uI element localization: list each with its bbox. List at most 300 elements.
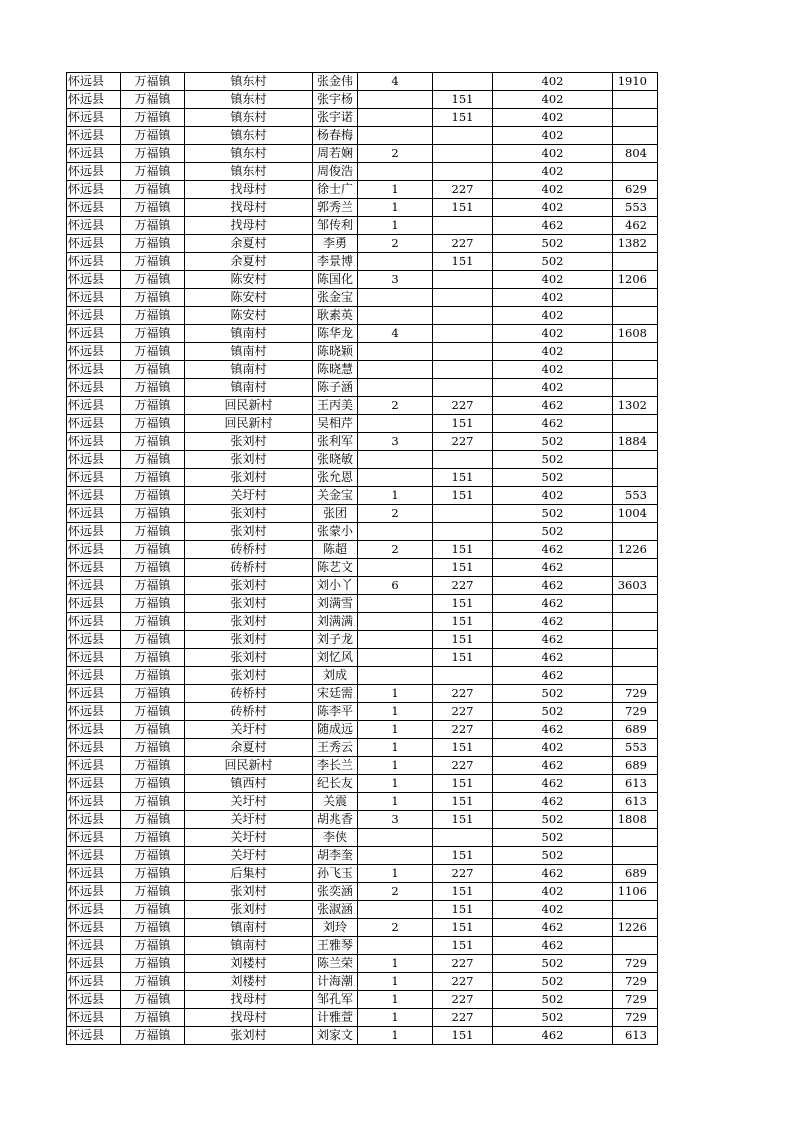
cell-county: 怀远县 — [67, 127, 121, 145]
cell-total: 613 — [613, 1027, 658, 1045]
cell-town: 万福镇 — [121, 307, 185, 325]
cell-town: 万福镇 — [121, 631, 185, 649]
cell-count — [358, 937, 433, 955]
table-row — [67, 163, 658, 181]
cell-total: 1608 — [613, 325, 658, 343]
cell-total — [613, 127, 658, 145]
table-row — [67, 703, 658, 721]
cell-a: 227 — [433, 703, 493, 721]
cell-county: 怀远县 — [67, 775, 121, 793]
cell-village: 陈安村 — [185, 289, 313, 307]
cell-name: 周若娴 — [313, 145, 358, 163]
cell-name: 张晓敏 — [313, 451, 358, 469]
cell-b: 502 — [493, 991, 613, 1009]
cell-count: 1 — [358, 757, 433, 775]
cell-total: 553 — [613, 739, 658, 757]
cell-a: 151 — [433, 775, 493, 793]
cell-town: 万福镇 — [121, 127, 185, 145]
cell-count: 1 — [358, 739, 433, 757]
cell-name: 张淑涵 — [313, 901, 358, 919]
cell-village: 张刘村 — [185, 595, 313, 613]
cell-total — [613, 379, 658, 397]
cell-count: 3 — [358, 271, 433, 289]
cell-b: 402 — [493, 73, 613, 91]
cell-total — [613, 937, 658, 955]
cell-village: 镇东村 — [185, 145, 313, 163]
cell-village: 关圩村 — [185, 721, 313, 739]
cell-county: 怀远县 — [67, 235, 121, 253]
cell-b: 502 — [493, 505, 613, 523]
cell-a — [433, 307, 493, 325]
cell-name: 张金宝 — [313, 289, 358, 307]
cell-county: 怀远县 — [67, 865, 121, 883]
cell-total: 729 — [613, 955, 658, 973]
cell-town: 万福镇 — [121, 865, 185, 883]
cell-total — [613, 469, 658, 487]
cell-county: 怀远县 — [67, 685, 121, 703]
cell-b: 462 — [493, 397, 613, 415]
cell-county: 怀远县 — [67, 595, 121, 613]
cell-total: 1884 — [613, 433, 658, 451]
cell-b: 502 — [493, 433, 613, 451]
cell-village: 余夏村 — [185, 235, 313, 253]
cell-a: 151 — [433, 595, 493, 613]
cell-total: 1106 — [613, 883, 658, 901]
cell-town: 万福镇 — [121, 451, 185, 469]
cell-total: 689 — [613, 721, 658, 739]
cell-town: 万福镇 — [121, 325, 185, 343]
cell-a: 151 — [433, 919, 493, 937]
cell-county: 怀远县 — [67, 739, 121, 757]
cell-village: 刘楼村 — [185, 973, 313, 991]
table-row — [67, 577, 658, 595]
table-row — [67, 199, 658, 217]
cell-a: 227 — [433, 685, 493, 703]
cell-total: 689 — [613, 757, 658, 775]
cell-total: 729 — [613, 991, 658, 1009]
data-table — [66, 72, 658, 1045]
cell-county: 怀远县 — [67, 397, 121, 415]
table-body — [67, 73, 658, 1045]
cell-village: 陈安村 — [185, 307, 313, 325]
cell-town: 万福镇 — [121, 775, 185, 793]
cell-town: 万福镇 — [121, 199, 185, 217]
table-row — [67, 991, 658, 1009]
cell-town: 万福镇 — [121, 181, 185, 199]
cell-a — [433, 217, 493, 235]
cell-name: 关金宝 — [313, 487, 358, 505]
cell-count: 2 — [358, 145, 433, 163]
cell-count — [358, 91, 433, 109]
cell-name: 李侠 — [313, 829, 358, 847]
table-row — [67, 847, 658, 865]
cell-town: 万福镇 — [121, 469, 185, 487]
cell-count: 1 — [358, 217, 433, 235]
cell-village: 砖桥村 — [185, 541, 313, 559]
cell-county: 怀远县 — [67, 973, 121, 991]
cell-a: 227 — [433, 235, 493, 253]
cell-village: 砖桥村 — [185, 559, 313, 577]
cell-county: 怀远县 — [67, 307, 121, 325]
cell-town: 万福镇 — [121, 343, 185, 361]
cell-town: 万福镇 — [121, 253, 185, 271]
cell-county: 怀远县 — [67, 829, 121, 847]
cell-count — [358, 631, 433, 649]
cell-a: 151 — [433, 199, 493, 217]
cell-county: 怀远县 — [67, 847, 121, 865]
cell-village: 张刘村 — [185, 631, 313, 649]
cell-a: 227 — [433, 721, 493, 739]
cell-a: 151 — [433, 487, 493, 505]
cell-county: 怀远县 — [67, 451, 121, 469]
table-row — [67, 253, 658, 271]
cell-a: 151 — [433, 847, 493, 865]
cell-total — [613, 631, 658, 649]
table-row — [67, 901, 658, 919]
cell-b: 462 — [493, 1027, 613, 1045]
cell-a: 227 — [433, 433, 493, 451]
table-row — [67, 595, 658, 613]
cell-name: 张团 — [313, 505, 358, 523]
cell-b: 502 — [493, 703, 613, 721]
cell-village: 后集村 — [185, 865, 313, 883]
cell-name: 吴相芹 — [313, 415, 358, 433]
cell-town: 万福镇 — [121, 109, 185, 127]
cell-town: 万福镇 — [121, 379, 185, 397]
cell-a: 227 — [433, 577, 493, 595]
cell-town: 万福镇 — [121, 145, 185, 163]
cell-b: 502 — [493, 685, 613, 703]
cell-name: 张允恩 — [313, 469, 358, 487]
cell-total: 553 — [613, 487, 658, 505]
cell-county: 怀远县 — [67, 253, 121, 271]
cell-town: 万福镇 — [121, 955, 185, 973]
cell-village: 张刘村 — [185, 451, 313, 469]
cell-a: 227 — [433, 1009, 493, 1027]
cell-village: 张刘村 — [185, 649, 313, 667]
cell-b: 402 — [493, 145, 613, 163]
cell-a: 227 — [433, 181, 493, 199]
table-row — [67, 397, 658, 415]
cell-count: 1 — [358, 1027, 433, 1045]
cell-county: 怀远县 — [67, 541, 121, 559]
cell-town: 万福镇 — [121, 937, 185, 955]
cell-town: 万福镇 — [121, 217, 185, 235]
cell-town: 万福镇 — [121, 559, 185, 577]
table-row — [67, 325, 658, 343]
cell-b: 402 — [493, 271, 613, 289]
cell-town: 万福镇 — [121, 613, 185, 631]
cell-town: 万福镇 — [121, 721, 185, 739]
cell-village: 张刘村 — [185, 1027, 313, 1045]
cell-count — [358, 343, 433, 361]
cell-a: 151 — [433, 469, 493, 487]
cell-b: 462 — [493, 541, 613, 559]
cell-total — [613, 613, 658, 631]
cell-village: 镇南村 — [185, 325, 313, 343]
cell-county: 怀远县 — [67, 145, 121, 163]
cell-town: 万福镇 — [121, 703, 185, 721]
table-row — [67, 541, 658, 559]
table-row — [67, 379, 658, 397]
cell-b: 502 — [493, 1009, 613, 1027]
cell-town: 万福镇 — [121, 523, 185, 541]
table-row — [67, 721, 658, 739]
cell-village: 砖桥村 — [185, 685, 313, 703]
cell-total — [613, 109, 658, 127]
cell-name: 杨春梅 — [313, 127, 358, 145]
cell-count — [358, 415, 433, 433]
cell-village: 张刘村 — [185, 505, 313, 523]
cell-total: 629 — [613, 181, 658, 199]
cell-count: 2 — [358, 919, 433, 937]
cell-count — [358, 253, 433, 271]
cell-county: 怀远县 — [67, 883, 121, 901]
table-row — [67, 181, 658, 199]
cell-b: 462 — [493, 865, 613, 883]
cell-town: 万福镇 — [121, 235, 185, 253]
cell-name: 刘家文 — [313, 1027, 358, 1045]
cell-name: 刘小丫 — [313, 577, 358, 595]
cell-total: 729 — [613, 973, 658, 991]
cell-total — [613, 253, 658, 271]
table-row — [67, 685, 658, 703]
cell-county: 怀远县 — [67, 343, 121, 361]
cell-town: 万福镇 — [121, 667, 185, 685]
cell-total — [613, 595, 658, 613]
cell-town: 万福镇 — [121, 487, 185, 505]
cell-name: 陈晓慧 — [313, 361, 358, 379]
cell-total — [613, 847, 658, 865]
cell-name: 李长兰 — [313, 757, 358, 775]
table-row — [67, 271, 658, 289]
cell-village: 关圩村 — [185, 793, 313, 811]
cell-count: 2 — [358, 235, 433, 253]
table-row — [67, 811, 658, 829]
cell-name: 张奕涵 — [313, 883, 358, 901]
cell-village: 关圩村 — [185, 811, 313, 829]
cell-a — [433, 271, 493, 289]
cell-a — [433, 325, 493, 343]
cell-a: 151 — [433, 253, 493, 271]
cell-village: 张刘村 — [185, 433, 313, 451]
cell-b: 462 — [493, 559, 613, 577]
cell-village: 镇东村 — [185, 127, 313, 145]
cell-a: 227 — [433, 991, 493, 1009]
cell-name: 随成远 — [313, 721, 358, 739]
cell-village: 镇南村 — [185, 343, 313, 361]
cell-count: 1 — [358, 703, 433, 721]
cell-a: 151 — [433, 613, 493, 631]
cell-b: 402 — [493, 883, 613, 901]
cell-a — [433, 667, 493, 685]
cell-village: 余夏村 — [185, 253, 313, 271]
table-row — [67, 559, 658, 577]
cell-b: 502 — [493, 469, 613, 487]
cell-village: 关圩村 — [185, 829, 313, 847]
cell-town: 万福镇 — [121, 505, 185, 523]
cell-village: 找母村 — [185, 199, 313, 217]
cell-village: 张刘村 — [185, 883, 313, 901]
cell-total: 1226 — [613, 541, 658, 559]
cell-name: 张宇杨 — [313, 91, 358, 109]
cell-town: 万福镇 — [121, 847, 185, 865]
cell-town: 万福镇 — [121, 541, 185, 559]
cell-total — [613, 523, 658, 541]
cell-count: 2 — [358, 541, 433, 559]
cell-village: 找母村 — [185, 1009, 313, 1027]
table-row — [67, 235, 658, 253]
cell-count: 1 — [358, 685, 433, 703]
cell-total: 729 — [613, 685, 658, 703]
cell-a: 151 — [433, 739, 493, 757]
cell-a — [433, 451, 493, 469]
table-row — [67, 739, 658, 757]
cell-county: 怀远县 — [67, 721, 121, 739]
table-row — [67, 487, 658, 505]
cell-b: 402 — [493, 289, 613, 307]
table-row — [67, 883, 658, 901]
cell-name: 刘子龙 — [313, 631, 358, 649]
cell-name: 陈超 — [313, 541, 358, 559]
cell-total — [613, 289, 658, 307]
cell-total — [613, 361, 658, 379]
cell-name: 郭秀兰 — [313, 199, 358, 217]
table-row — [67, 415, 658, 433]
cell-total — [613, 829, 658, 847]
cell-name: 胡兆香 — [313, 811, 358, 829]
cell-b: 402 — [493, 487, 613, 505]
cell-county: 怀远县 — [67, 433, 121, 451]
cell-village: 镇西村 — [185, 775, 313, 793]
cell-count: 1 — [358, 865, 433, 883]
cell-count: 1 — [358, 991, 433, 1009]
cell-village: 关圩村 — [185, 847, 313, 865]
cell-a — [433, 127, 493, 145]
cell-village: 镇东村 — [185, 73, 313, 91]
cell-county: 怀远县 — [67, 199, 121, 217]
cell-count: 2 — [358, 505, 433, 523]
table-row — [67, 451, 658, 469]
cell-total — [613, 307, 658, 325]
cell-a — [433, 145, 493, 163]
cell-name: 关震 — [313, 793, 358, 811]
cell-count: 1 — [358, 199, 433, 217]
cell-village: 砖桥村 — [185, 703, 313, 721]
cell-village: 镇南村 — [185, 919, 313, 937]
cell-a: 227 — [433, 865, 493, 883]
cell-county: 怀远县 — [67, 181, 121, 199]
cell-a — [433, 289, 493, 307]
cell-count — [358, 847, 433, 865]
table-row — [67, 361, 658, 379]
table-row — [67, 973, 658, 991]
cell-village: 余夏村 — [185, 739, 313, 757]
cell-name: 陈晓颖 — [313, 343, 358, 361]
cell-name: 刘满雪 — [313, 595, 358, 613]
cell-b: 402 — [493, 379, 613, 397]
cell-count: 6 — [358, 577, 433, 595]
cell-a: 151 — [433, 901, 493, 919]
cell-count — [358, 469, 433, 487]
cell-county: 怀远县 — [67, 955, 121, 973]
cell-a: 151 — [433, 559, 493, 577]
cell-count: 4 — [358, 73, 433, 91]
cell-b: 462 — [493, 595, 613, 613]
cell-b: 462 — [493, 217, 613, 235]
cell-total — [613, 415, 658, 433]
cell-total: 729 — [613, 703, 658, 721]
cell-county: 怀远县 — [67, 703, 121, 721]
cell-total — [613, 649, 658, 667]
cell-total: 804 — [613, 145, 658, 163]
cell-count: 1 — [358, 181, 433, 199]
cell-town: 万福镇 — [121, 577, 185, 595]
cell-total: 553 — [613, 199, 658, 217]
cell-count: 1 — [358, 973, 433, 991]
cell-town: 万福镇 — [121, 757, 185, 775]
cell-village: 张刘村 — [185, 613, 313, 631]
cell-village: 找母村 — [185, 181, 313, 199]
table-row — [67, 919, 658, 937]
cell-a — [433, 361, 493, 379]
cell-b: 502 — [493, 973, 613, 991]
cell-county: 怀远县 — [67, 757, 121, 775]
cell-count — [358, 361, 433, 379]
table-row — [67, 523, 658, 541]
cell-count — [358, 289, 433, 307]
cell-county: 怀远县 — [67, 991, 121, 1009]
table-row — [67, 505, 658, 523]
cell-name: 计海潮 — [313, 973, 358, 991]
cell-a — [433, 343, 493, 361]
cell-count — [358, 451, 433, 469]
cell-a — [433, 73, 493, 91]
cell-county: 怀远县 — [67, 217, 121, 235]
cell-town: 万福镇 — [121, 289, 185, 307]
cell-name: 徐士广 — [313, 181, 358, 199]
cell-village: 回民新村 — [185, 757, 313, 775]
table-row — [67, 91, 658, 109]
cell-total: 729 — [613, 1009, 658, 1027]
cell-town: 万福镇 — [121, 793, 185, 811]
cell-county: 怀远县 — [67, 469, 121, 487]
cell-name: 孙飞玉 — [313, 865, 358, 883]
cell-count — [358, 613, 433, 631]
cell-total: 1206 — [613, 271, 658, 289]
cell-total: 1910 — [613, 73, 658, 91]
cell-total — [613, 559, 658, 577]
cell-a: 151 — [433, 1027, 493, 1045]
cell-county: 怀远县 — [67, 325, 121, 343]
cell-b: 502 — [493, 235, 613, 253]
cell-county: 怀远县 — [67, 163, 121, 181]
cell-count — [358, 595, 433, 613]
cell-county: 怀远县 — [67, 937, 121, 955]
table-row — [67, 613, 658, 631]
cell-a: 151 — [433, 541, 493, 559]
cell-count — [358, 649, 433, 667]
cell-name: 张金伟 — [313, 73, 358, 91]
cell-county: 怀远县 — [67, 793, 121, 811]
cell-village: 刘楼村 — [185, 955, 313, 973]
cell-count: 1 — [358, 487, 433, 505]
cell-county: 怀远县 — [67, 667, 121, 685]
cell-b: 462 — [493, 577, 613, 595]
cell-name: 纪长友 — [313, 775, 358, 793]
cell-count — [358, 379, 433, 397]
cell-b: 402 — [493, 361, 613, 379]
